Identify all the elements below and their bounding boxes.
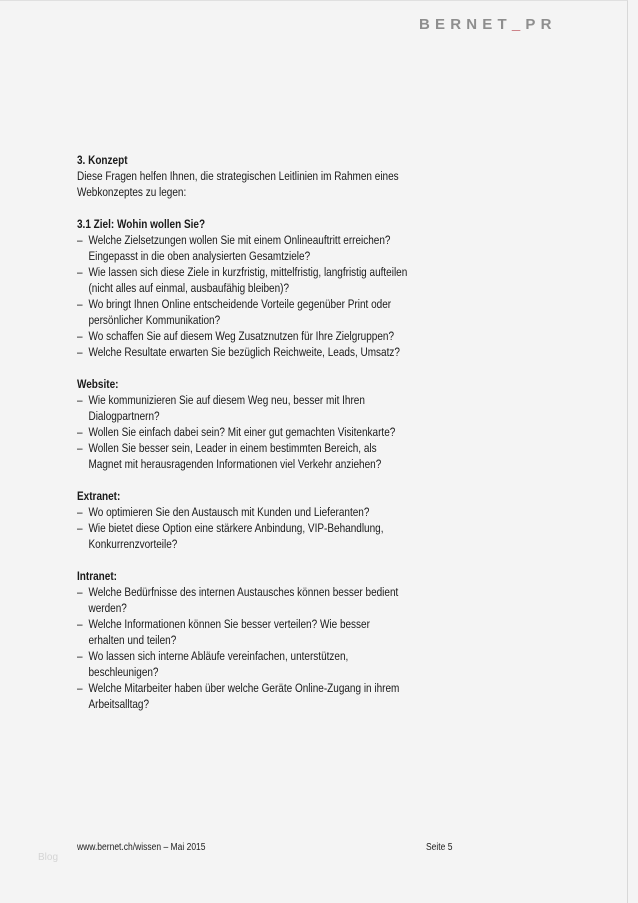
dash-bullet: – [77,393,83,407]
section [77,376,471,472]
list-item-text: Konkurrenzvorteile? [88,537,178,551]
dash-bullet: – [77,585,83,599]
list-item-text: beschleunigen? [88,665,159,679]
document-body [77,152,471,728]
section [77,488,471,552]
list-item-text: Wie bietet diese Option eine stärkere Anbindung, VIP-Behandlung, [88,521,384,535]
list-item [77,232,471,264]
dash-bullet: – [77,329,83,343]
list-item-text: (nicht alles auf einmal, ausbaufähig bleiben)? [88,281,290,295]
list-item [77,680,471,712]
dash-bullet: – [77,297,83,311]
section [77,568,471,712]
list-item [77,584,471,616]
dash-bullet: – [77,441,83,455]
intro-line: Diese Fragen helfen Ihnen, die strategischen Leitlinien im Rahmen eines [77,169,399,183]
list-item [77,520,471,552]
logo-text-pr: PR [525,16,557,33]
list-item [77,264,471,296]
section-heading: Intranet: [77,569,117,583]
list-item-text: werden? [88,601,127,615]
dash-bullet: – [77,425,83,439]
list-item [77,296,471,328]
list-item [77,648,471,680]
section-heading: 3. Konzept [77,153,128,167]
list-item-text: Welche Mitarbeiter haben über welche Geräte Online-Zugang in ihrem [88,681,400,695]
dash-bullet: – [77,649,83,663]
list-item-text: Welche Bedürfnisse des internen Austausches können besser bedient [88,585,399,599]
list-item-text: Wie lassen sich diese Ziele in kurzfristig, mittelfristig, langfristig aufteilen [88,265,408,279]
footer-source: www.bernet.ch/wissen – Mai 2015 [77,842,206,853]
list-item [77,440,471,472]
section-heading: 3.1 Ziel: Wohin wollen Sie? [77,217,206,231]
dash-bullet: – [77,345,83,359]
list-item-text: Wo schaffen Sie auf diesem Weg Zusatznutzen für Ihre Zielgruppen? [88,329,395,343]
dash-bullet: – [77,233,83,247]
dash-bullet: – [77,265,83,279]
list-item [77,344,471,360]
list-item-text: Wo optimieren Sie den Austausch mit Kunden und Lieferanten? [88,505,370,519]
logo-text: BERNET [419,16,512,33]
dash-bullet: – [77,505,83,519]
list-item [77,392,471,424]
bernet-pr-logo [419,16,557,33]
intro-line: Webkonzeptes zu legen: [77,185,187,199]
list-item-text: Wie kommunizieren Sie auf diesem Weg neu, besser mit Ihren [88,393,365,407]
list-item-text: Arbeitsalltag? [88,697,150,711]
list-item-text: Wollen Sie einfach dabei sein? Mit einer gut gemachten Visitenkarte? [88,425,396,439]
list-item-text: persönlicher Kommunikation? [88,313,221,327]
logo-separator: _ [511,16,526,33]
list-item-text: Welche Resultate erwarten Sie bezüglich Reichweite, Leads, Umsatz? [88,345,400,359]
list-item-text: Wollen Sie besser sein, Leader in einem bestimmten Bereich, als [88,441,377,455]
dash-bullet: – [77,617,83,631]
section-heading: Website: [77,377,119,391]
list-item [77,424,471,440]
list-item-text: Eingepasst in die oben analysierten Gesamtziele? [88,249,311,263]
page-number: Seite 5 [426,842,453,853]
list-item [77,328,471,344]
dash-bullet: – [77,521,83,535]
section [77,152,471,200]
section [77,216,471,360]
list-item [77,504,471,520]
list-item-text: Magnet mit herausragenden Informationen viel Verkehr anziehen? [88,457,382,471]
list-item-text: Wo lassen sich interne Abläufe vereinfachen, unterstützen, [88,649,349,663]
section-heading: Extranet: [77,489,121,503]
watermark: Blog [38,852,59,863]
list-item-text: Welche Zielsetzungen wollen Sie mit einem Onlineauftritt erreichen? [88,233,391,247]
list-item-text: Welche Informationen können Sie besser verteilen? Wie besser [88,617,370,631]
list-item-text: Dialogpartnern? [88,409,160,423]
list-item-text: Wo bringt Ihnen Online entscheidende Vorteile gegenüber Print oder [88,297,392,311]
dash-bullet: – [77,681,83,695]
list-item-text: erhalten und teilen? [88,633,177,647]
list-item [77,616,471,648]
